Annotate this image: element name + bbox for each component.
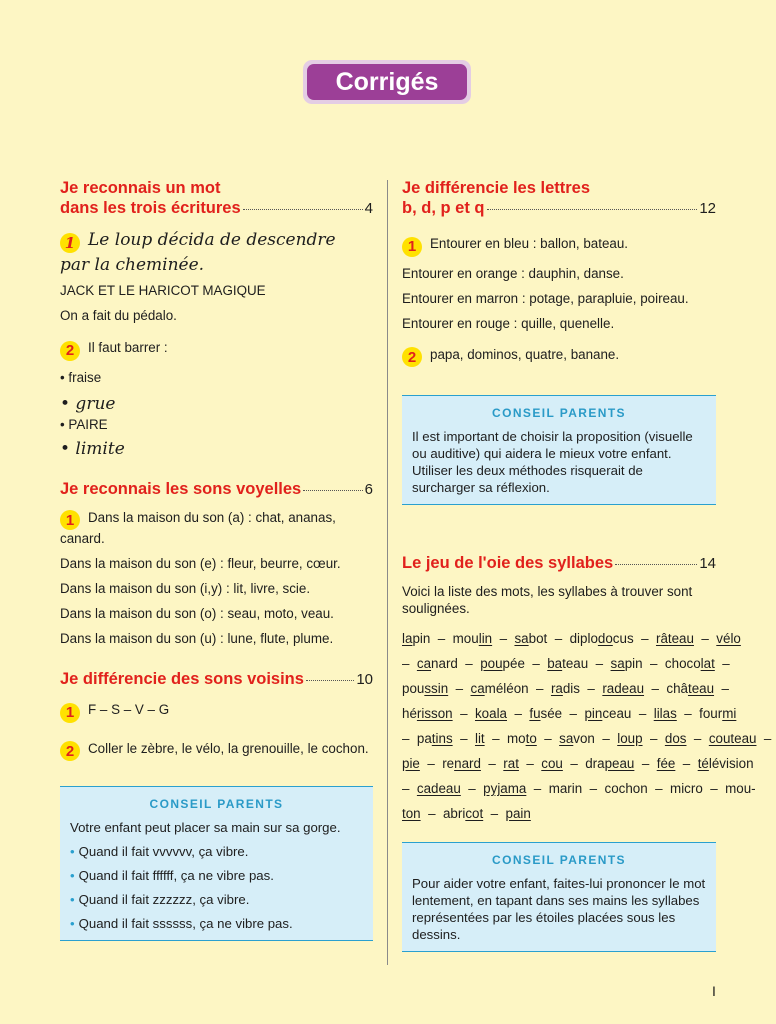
- word-fragment: –: [402, 731, 417, 746]
- intro-text: Voici la liste des mots, les syllabes à trouver sont soulignées.: [402, 584, 693, 616]
- underlined-syllable: ton: [402, 806, 421, 821]
- word-fragment: –: [634, 756, 657, 771]
- bullet-text: Quand il fait ffffff, ça ne vibre pas.: [78, 868, 274, 883]
- answer-line: [60, 339, 373, 361]
- column-divider: [387, 180, 388, 965]
- cursive-line: [60, 228, 373, 253]
- word-fragment: –: [452, 706, 475, 721]
- section-heading-row: [60, 198, 373, 218]
- leader-dots: [306, 680, 354, 681]
- underlined-syllable: lin: [478, 631, 493, 646]
- word-fragment: –: [644, 681, 667, 696]
- underlined-syllable: lat: [700, 656, 715, 671]
- answer-text: Coller le zèbre, le vélo, la grenouille, le cochon.: [88, 740, 369, 756]
- word-fragment: dra: [585, 756, 605, 771]
- conseil-box: [402, 395, 716, 505]
- word-line: [402, 655, 730, 672]
- leader-dots: [487, 209, 698, 210]
- word-fragment: mou-: [725, 781, 756, 796]
- page-ref: 6: [364, 480, 373, 498]
- word-fragment: mo: [507, 731, 526, 746]
- underlined-syllable: la: [402, 631, 413, 646]
- word-fragment: –: [633, 631, 656, 646]
- underlined-syllable: ra: [550, 681, 563, 696]
- section-heading: b, d, p et q: [402, 199, 485, 217]
- word-fragment: mou: [452, 631, 479, 646]
- word-fragment: bot: [528, 631, 548, 646]
- section-heading: Je différencie les lettres: [402, 179, 591, 197]
- underlined-syllable: ca: [416, 656, 432, 671]
- underlined-syllable: couteau: [708, 731, 757, 746]
- answer-line: [402, 235, 716, 257]
- underlined-syllable: pou: [480, 656, 503, 671]
- cursive-text: Le loup décida de descendre: [88, 230, 336, 250]
- syllable-word-list: [402, 630, 772, 822]
- underlined-syllable: ssin: [424, 681, 449, 696]
- exercise-number: 2: [60, 341, 80, 361]
- right-column: [402, 178, 772, 952]
- conseil-bullet: [70, 843, 363, 860]
- word-fragment: cochon: [604, 781, 648, 796]
- word-fragment: –: [642, 731, 665, 746]
- word-fragment: nard: [431, 656, 458, 671]
- page-ref: 10: [356, 671, 373, 688]
- answer-line: [60, 740, 373, 762]
- cursive-line: par la cheminée.: [60, 255, 205, 275]
- exercise-number: 2: [402, 347, 422, 367]
- word-fragment: –: [430, 631, 453, 646]
- word-fragment: –: [647, 781, 671, 796]
- word-fragment: méléon: [484, 681, 529, 696]
- underlined-syllable: sa: [559, 731, 574, 746]
- section-heading: Je différencie des sons voisins: [60, 670, 304, 688]
- word-fragment: four: [699, 706, 723, 721]
- word-fragment: –: [702, 781, 726, 796]
- section-heading: dans les trois écritures: [60, 199, 241, 217]
- word-fragment: marin: [548, 781, 583, 796]
- word-fragment: –: [524, 656, 548, 671]
- word-fragment: –: [631, 706, 654, 721]
- word-fragment: –: [526, 781, 549, 796]
- word-fragment: pée: [502, 656, 525, 671]
- word-fragment: –: [588, 656, 611, 671]
- section-heading-row: [402, 198, 716, 218]
- underlined-syllable: risson: [416, 706, 453, 721]
- word-fragment: –: [480, 756, 504, 771]
- word-fragment: –: [676, 706, 700, 721]
- word-line: [402, 780, 756, 797]
- conseil-bullet: [70, 891, 363, 908]
- underlined-syllable: tins: [431, 731, 453, 746]
- answer-line: [60, 701, 373, 723]
- word-fragment: –: [536, 731, 560, 746]
- answer-line: Dans la maison du son (u) : lune, flute, plume.: [60, 631, 334, 646]
- underlined-syllable: cot: [465, 806, 484, 821]
- leader-dots: [303, 490, 362, 491]
- answer-line: Dans la maison du son (o) : seau, moto, veau.: [60, 606, 334, 621]
- word-fragment: –: [483, 806, 506, 821]
- bullet-icon: •: [70, 916, 75, 931]
- word-line: [402, 805, 716, 822]
- section-heading-row: [60, 669, 373, 689]
- word-fragment: –: [452, 731, 475, 746]
- word-fragment: cus: [612, 631, 634, 646]
- underlined-syllable: peau: [604, 756, 635, 771]
- underlined-syllable: to: [525, 731, 537, 746]
- underlined-syllable: râteau: [655, 631, 694, 646]
- word-fragment: hé: [402, 706, 417, 721]
- word-line: [402, 680, 729, 697]
- word-fragment: lévision: [708, 756, 754, 771]
- exercise-number: 1: [402, 237, 422, 257]
- underlined-syllable: sa: [514, 631, 529, 646]
- underlined-syllable: pie: [402, 756, 420, 771]
- bullet-icon: •: [70, 892, 75, 907]
- underlined-syllable: koala: [474, 706, 507, 721]
- word-fragment: –: [492, 631, 515, 646]
- section-heading: Je reconnais un mot: [60, 179, 221, 197]
- bullet-text: Quand il fait vvvvvv, ça vibre.: [78, 844, 249, 859]
- left-column: [60, 178, 373, 941]
- list-item: • grue: [60, 393, 116, 414]
- answer-text: F – S – V – G: [88, 702, 170, 717]
- conseil-title: CONSEIL PARENTS: [149, 797, 284, 811]
- underlined-syllable: dos: [664, 731, 687, 746]
- word-fragment: pou: [402, 681, 425, 696]
- word-line: [402, 730, 772, 747]
- word-fragment: sée: [540, 706, 563, 721]
- section-heading: Le jeu de l'oie des syllabes: [402, 554, 614, 572]
- word-fragment: –: [457, 656, 481, 671]
- word-fragment: –: [402, 656, 417, 671]
- underlined-syllable: lilas: [653, 706, 677, 721]
- word-fragment: –: [594, 731, 618, 746]
- word-fragment: –: [448, 681, 471, 696]
- underlined-syllable: pyjama: [483, 781, 527, 796]
- leader-dots: [243, 209, 363, 210]
- bullet-text: Quand il fait ssssss, ça ne vibre pas.: [78, 916, 293, 931]
- section-heading-row: [60, 479, 373, 499]
- word-fragment: pa: [416, 731, 432, 746]
- word-fragment: abri: [442, 806, 466, 821]
- word-fragment: micro: [670, 781, 703, 796]
- word-fragment: von: [573, 731, 595, 746]
- word-line: [402, 630, 741, 647]
- underlined-syllable: mi: [722, 706, 737, 721]
- underlined-syllable: ba: [547, 656, 563, 671]
- underlined-syllable: pain: [505, 806, 531, 821]
- underlined-syllable: rat: [503, 756, 519, 771]
- conseil-bullet: [70, 915, 363, 932]
- exercise-number: 2: [60, 741, 80, 761]
- conseil-text: Pour aider votre enfant, faites-lui prononcer le mot lentement, en tapant dans ses mains les syllabes représentées par les étoiles placées sous les dessins.: [412, 876, 706, 942]
- word-fragment: re: [442, 756, 455, 771]
- conseil-title: CONSEIL PARENTS: [492, 853, 626, 867]
- word-fragment: –: [528, 681, 551, 696]
- page-ref: 4: [364, 200, 373, 217]
- word-fragment: –: [547, 631, 570, 646]
- list-item: • fraise: [60, 369, 102, 385]
- list-item: • PAIRE: [60, 416, 108, 432]
- caps-line: JACK ET LE HARICOT MAGIQUE: [60, 283, 266, 298]
- exercise-number: 1: [60, 510, 80, 530]
- word-fragment: –: [420, 806, 443, 821]
- word-fragment: –: [675, 756, 698, 771]
- conseil-text: Il est important de choisir la proposition (visuelle ou auditive) qui aidera le mieux votre enfant. Utiliser les deux méthodes risquerait de surcharger sa réflexion.: [412, 429, 693, 495]
- answer-line: Entourer en marron : potage, parapluie, poireau.: [402, 290, 689, 306]
- word-fragment: –: [582, 781, 605, 796]
- word-fragment: –: [686, 731, 709, 746]
- conseil-box: [402, 842, 716, 952]
- underlined-syllable: fu: [529, 706, 541, 721]
- answer-text: Entourer en bleu : ballon, bateau.: [430, 236, 629, 251]
- underlined-syllable: cou: [541, 756, 563, 771]
- answer-text: papa, dominos, quatre, banane.: [430, 346, 620, 362]
- word-fragment: –: [562, 756, 586, 771]
- word-fragment: –: [518, 756, 542, 771]
- word-fragment: ceau: [602, 706, 632, 721]
- conseil-box: [60, 786, 373, 941]
- answer-line: Entourer en rouge : quille, quenelle.: [402, 315, 615, 331]
- word-fragment: pin: [624, 656, 643, 671]
- answer-line: Entourer en orange : dauphin, danse.: [402, 265, 624, 281]
- answer-text: Dans la maison du son (a) : chat, ananas, canard.: [60, 509, 336, 546]
- title-badge: [303, 60, 471, 104]
- bullet-text: Quand il fait zzzzzz, ça vibre.: [78, 892, 250, 907]
- conseil-text: Votre enfant peut placer sa main sur sa gorge.: [70, 820, 341, 835]
- word-fragment: –: [693, 631, 717, 646]
- underlined-syllable: lit: [474, 731, 485, 746]
- word-fragment: –: [402, 781, 417, 796]
- bullet-icon: •: [70, 868, 75, 883]
- underlined-syllable: fée: [656, 756, 676, 771]
- underlined-syllable: do: [597, 631, 613, 646]
- word-fragment: diplo: [569, 631, 598, 646]
- page-title: Corrigés: [307, 64, 467, 100]
- underlined-syllable: té: [697, 756, 709, 771]
- underlined-syllable: radeau: [602, 681, 645, 696]
- answer-line: [402, 346, 716, 368]
- underlined-syllable: ca: [470, 681, 485, 696]
- leader-dots: [615, 564, 697, 565]
- answer-line: Dans la maison du son (e) : fleur, beurre, cœur.: [60, 556, 341, 571]
- answer-line: Dans la maison du son (i,y) : lit, livre, scie.: [60, 581, 311, 596]
- conseil-title: CONSEIL PARENTS: [492, 406, 626, 420]
- underlined-syllable: loup: [617, 731, 643, 746]
- exercise-number: 1: [60, 233, 80, 253]
- conseil-bullet: [70, 867, 363, 884]
- section-heading: Je reconnais les sons voyelles: [60, 479, 302, 498]
- script-line: On a fait du pédalo.: [60, 308, 177, 323]
- word-fragment: teau: [562, 656, 589, 671]
- word-fragment: pin: [412, 631, 431, 646]
- exercise-number: 1: [60, 703, 80, 723]
- word-fragment: –: [714, 681, 729, 696]
- word-fragment: châ: [666, 681, 688, 696]
- word-line: [402, 755, 754, 772]
- answer-text: Il faut barrer :: [88, 340, 168, 355]
- page-ref: 12: [699, 200, 716, 217]
- bullet-icon: •: [70, 844, 75, 859]
- answer-line: [60, 509, 373, 548]
- word-fragment: –: [460, 781, 484, 796]
- word-fragment: choco: [664, 656, 701, 671]
- word-fragment: dis: [562, 681, 580, 696]
- word-fragment: –: [642, 656, 665, 671]
- word-fragment: –: [714, 656, 730, 671]
- section-heading-row: [402, 553, 716, 573]
- underlined-syllable: nard: [454, 756, 481, 771]
- word-line: [402, 705, 737, 722]
- underlined-syllable: sa: [610, 656, 625, 671]
- word-fragment: –: [579, 681, 603, 696]
- page-number: I: [712, 983, 716, 999]
- underlined-syllable: cadeau: [416, 781, 461, 796]
- underlined-syllable: vélo: [716, 631, 741, 646]
- word-fragment: –: [562, 706, 585, 721]
- word-fragment: –: [507, 706, 530, 721]
- underlined-syllable: teau: [687, 681, 715, 696]
- list-item: • limite: [60, 438, 125, 459]
- word-fragment: –: [419, 756, 443, 771]
- page-ref: 14: [699, 555, 716, 572]
- word-fragment: –: [484, 731, 507, 746]
- underlined-syllable: pin: [584, 706, 603, 721]
- word-fragment: –: [756, 731, 772, 746]
